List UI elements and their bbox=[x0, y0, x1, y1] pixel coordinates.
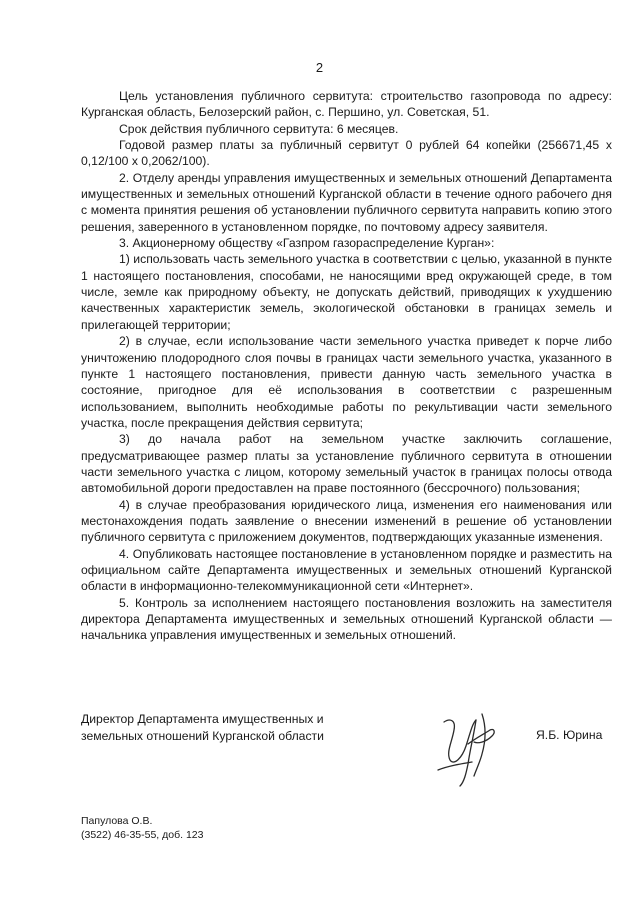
signatory-title-line-1: Директор Департамента имущественных и bbox=[81, 712, 324, 726]
paragraph-item-3-3: 3) до начала работ на земельном участке заключить соглашение, предусматривающее размер платы за установление публичного сервитута в отношении части земельного участка с лицом, которому земельный участок в границах полосы отвода автомобильной дороги предоставлен на праве постоянного (бессрочного) пользования; bbox=[81, 432, 612, 496]
document-body bbox=[81, 88, 612, 644]
paragraph-purpose: Цель установления публичного сервитута: строительство газопровода по адресу: Курганская область, Белозерский район, с. Першино, ул. Советская, 51. bbox=[81, 89, 612, 120]
paragraph-fee: Годовой размер платы за публичный сервитут 0 рублей 64 копейки (256671,45 х 0,12/100 х 0,2062/100). bbox=[81, 138, 612, 169]
executor-info bbox=[81, 814, 203, 842]
signatory-name: Я.Б. Юрина bbox=[536, 728, 603, 742]
paragraph-item-2: 2. Отделу аренды управления имущественных и земельных отношений Департамента имущественных и земельных отношений Курганской области в течение одного рабочего дня с момента принятия решения об установлении публичного сервитута направить копию этого решения, заверенного в установленном порядке, по почтовому адресу заявителя. bbox=[81, 170, 612, 234]
executor-phone: (3522) 46-35-55, доб. 123 bbox=[81, 829, 204, 841]
paragraph-item-5: 5. Контроль за исполнением настоящего постановления возложить на заместителя директора Департамента имущественных и земельных отношений Курганской области — начальника управления имущественных и земельных отношений. bbox=[81, 595, 612, 643]
signatory-title-line-2: земельных отношений Курганской области bbox=[81, 729, 324, 743]
signatory-title bbox=[81, 711, 371, 745]
paragraph-item-3: 3. Акционерному обществу «Газпром газораспределение Курган»: bbox=[119, 236, 495, 251]
paragraph-item-3-1: 1) использовать часть земельного участка в соответствии с целью, указанной в пункте 1 настоящего постановления, способами, не наносящими вред окружающей среде, в том числе, земле как природному объекту, не допускать действий, приводящих к ухудшению качественных характеристик земель, экологической обстановки в границах земель и прилегающей территории; bbox=[81, 252, 612, 332]
paragraph-item-3-4: 4) в случае преобразования юридического лица, изменения его наименования или местонахождения подать заявление о внесении изменений в решение об установлении публичного сервитута с приложением документов, подтверждающих указанные изменения. bbox=[81, 497, 612, 545]
paragraph-term: Срок действия публичного сервитута: 6 месяцев. bbox=[119, 121, 399, 136]
executor-name: Папулова О.В. bbox=[81, 815, 153, 827]
page-number: 2 bbox=[315, 60, 324, 75]
paragraph-item-3-2: 2) в случае, если использование части земельного участка приведет к порче либо уничтожению плодородного слоя почвы в границах части земельного участка, указанного в пункте 1 настоящего постановления, привести данную часть земельного участка в состояние, пригодное для её использования в соответствии с разрешенным использованием, выполнить необходимые работы по рекультивации части земельного участка, после прекращения действия сервитута; bbox=[81, 334, 612, 430]
paragraph-item-4: 4. Опубликовать настоящее постановление в установленном порядке и разместить на официальном сайте Департамента имущественных и земельных отношений Курганской области в информационно-телекоммуникационной сети «Интернет». bbox=[81, 546, 612, 594]
handwritten-signature bbox=[430, 700, 510, 790]
